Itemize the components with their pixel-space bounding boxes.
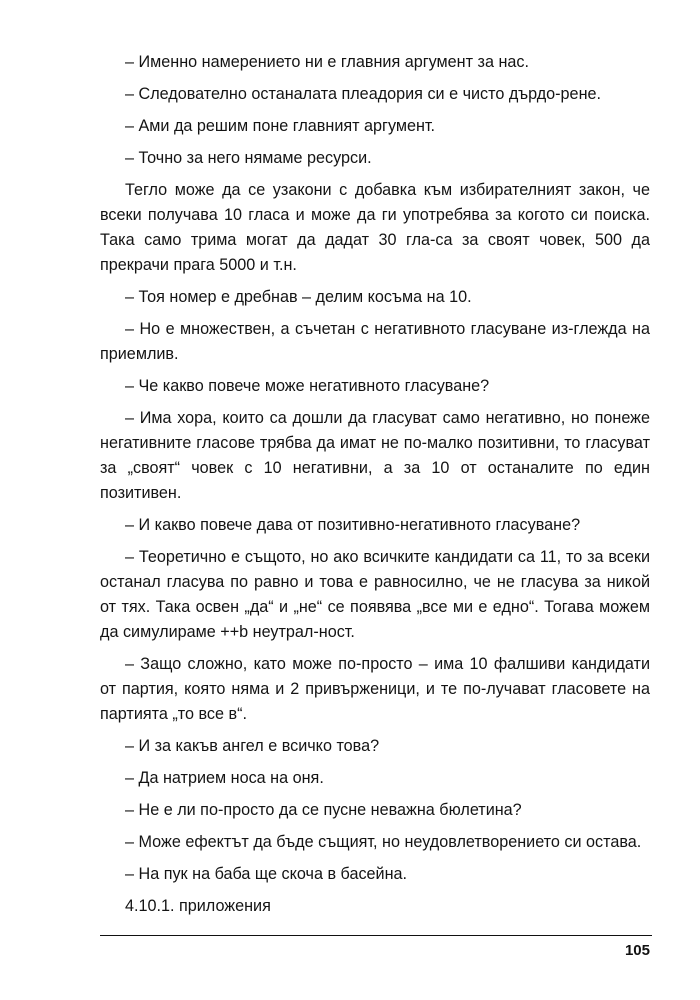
paragraph: – Защо сложно, като може по-просто – има 10 фалшиви кандидати от партия, която няма и 2 привърженици, и те по-лучават гласовете на партията „то все в“.: [100, 655, 650, 723]
paragraph: – Тоя номер е дребнав – делим косъма на 10.: [125, 288, 472, 306]
paragraph: – Може ефектът да бъде същият, но неудовлетворението си остава.: [125, 833, 642, 851]
paragraph: – Следователно останалата плеадория си е чисто дърдо-рене.: [125, 85, 602, 103]
paragraph: Тегло може да се узакони с добавка към избирателният закон, че всеки получава 10 гласа и може да ги употребява за когото си поиска. Така само трима могат да дадат 30 гла-са за своят човек, 500 да прекрачи прага 5000 и т.н.: [100, 181, 650, 274]
paragraph: – Че какво повече може негативното гласуване?: [125, 377, 490, 395]
paragraph: – И какво повече дава от позитивно-негативното гласуване?: [125, 516, 581, 534]
paragraph: – Точно за него нямаме ресурси.: [125, 149, 372, 167]
paragraph: – Да натрием носа на оня.: [125, 769, 324, 787]
body-text: [100, 50, 650, 926]
paragraph: – И за какъв ангел е всичко това?: [125, 737, 380, 755]
paragraph: – Ами да решим поне главният аргумент.: [125, 117, 436, 135]
paragraph: – Именно намерението ни е главния аргумент за нас.: [125, 53, 529, 71]
paragraph: – Има хора, които са дошли да гласуват само негативно, но понеже негативните гласове трябва да имат не по-малко позитивни, то гласуват за „своят“ човек с 10 негативни, а за 10 от останалите по един позитивен.: [100, 409, 650, 502]
page-number: 105: [624, 942, 650, 959]
paragraph: – Но е множествен, а съчетан с негативното гласуване из-глежда на приемлив.: [100, 320, 650, 363]
section-heading: 4.10.1. приложения: [125, 897, 271, 915]
footer-rule: [100, 935, 652, 936]
paragraph: – Теоретично е същото, но ако всичките кандидати са 11, то за всеки останал гласува по равно и това е равносилно, че не гласува за никой от тях. Така освен „да“ и „не“ се появява „все ми е едно“. Тогава можем да симулираме ++b неутрал-ност.: [100, 548, 650, 641]
paragraph: – Не е ли по-просто да се пусне неважна бюлетина?: [125, 801, 522, 819]
paragraph: – На пук на баба ще скоча в басейна.: [125, 865, 408, 883]
